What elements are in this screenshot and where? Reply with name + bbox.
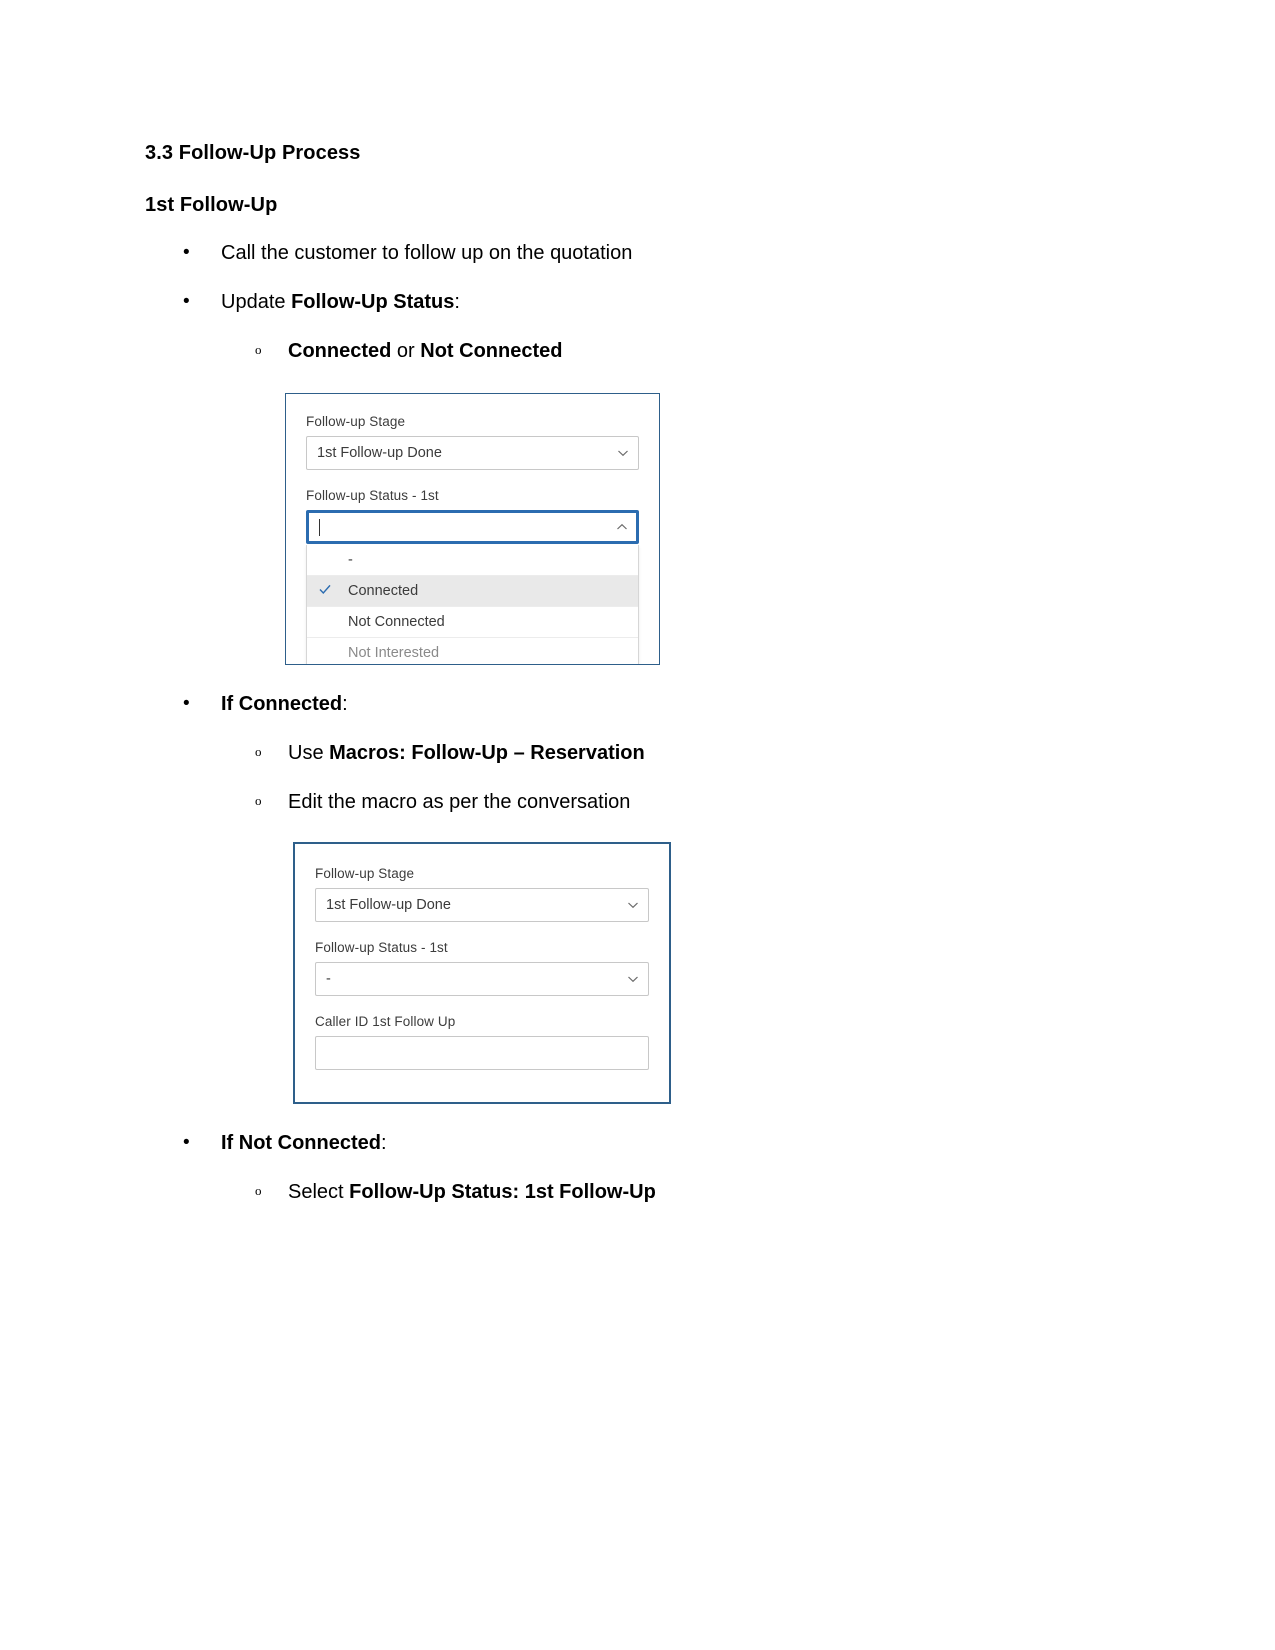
field-followup-status xyxy=(315,940,649,996)
followup-status-input[interactable] xyxy=(306,510,639,544)
text-bold: Follow-Up Status: 1st Follow-Up xyxy=(349,1181,656,1203)
text-suffix: : xyxy=(454,291,460,313)
sub-list-item xyxy=(255,740,1135,767)
sub-list-item-label xyxy=(288,740,1135,767)
sub-list-item xyxy=(255,1179,1135,1206)
page-title: 3.3 Follow-Up Process xyxy=(145,142,361,164)
text-suffix: : xyxy=(342,693,348,715)
document-content xyxy=(145,140,1135,1206)
followup-stage-label: Follow-up Stage xyxy=(315,866,415,881)
sub-list-item xyxy=(255,789,1135,816)
text-bold: Follow-Up Status xyxy=(291,291,455,313)
list-item-label: Call the customer to follow up on the quotation xyxy=(221,242,633,264)
text-bold: If Not Connected xyxy=(221,1132,381,1154)
list-item xyxy=(180,240,1135,267)
list-item xyxy=(180,691,1135,718)
option-label: Connected xyxy=(348,583,419,599)
chevron-down-icon xyxy=(627,899,639,911)
text-prefix: Use xyxy=(288,742,330,764)
bullet-circle-icon: o xyxy=(255,1183,262,1198)
sub-list-item-label xyxy=(288,338,1135,365)
bullet-disc-icon: • xyxy=(183,693,190,714)
option-label: Not Connected xyxy=(348,614,445,630)
list-item[interactable] xyxy=(307,607,638,638)
field-followup-stage xyxy=(315,866,649,922)
text-bold: Connected xyxy=(288,340,392,362)
followup-status-label: Follow-up Status - 1st xyxy=(315,940,448,955)
followup-status-dropdown-list[interactable] xyxy=(306,545,639,665)
bullet-circle-icon: o xyxy=(255,793,262,808)
figure2-body xyxy=(295,844,669,1070)
bullet-circle-icon: o xyxy=(255,342,262,357)
spacer xyxy=(145,166,1135,192)
sub-heading: 1st Follow-Up xyxy=(145,194,278,216)
text-mid: or xyxy=(391,340,421,362)
figure1-body xyxy=(286,394,659,665)
list-item-label xyxy=(221,691,1135,718)
text-prefix: Update xyxy=(221,291,292,313)
followup-stage-select[interactable] xyxy=(315,888,649,922)
chevron-up-icon[interactable] xyxy=(616,521,628,533)
figure-followup-status-dropdown xyxy=(285,393,660,665)
text-bold: Not Connected xyxy=(420,340,563,362)
field-caller-id xyxy=(315,1014,649,1070)
text-suffix: : xyxy=(381,1132,387,1154)
chevron-down-icon xyxy=(627,973,639,985)
sub-list-item-label: Edit the macro as per the conversation xyxy=(288,791,631,813)
sub-list-item-label xyxy=(288,1179,1135,1206)
followup-stage-label: Follow-up Stage xyxy=(306,414,406,429)
bullet-disc-icon: • xyxy=(183,1132,190,1153)
list-item[interactable] xyxy=(307,576,638,607)
list-item-label xyxy=(221,289,1135,316)
followup-status-select[interactable] xyxy=(315,962,649,996)
list-item[interactable] xyxy=(307,638,638,665)
bullet-circle-icon: o xyxy=(255,744,262,759)
followup-status-value: - xyxy=(326,971,331,987)
followup-status-label: Follow-up Status - 1st xyxy=(306,488,439,503)
list-item xyxy=(180,289,1135,316)
followup-stage-value: 1st Follow-up Done xyxy=(326,897,451,913)
text-bold: If Connected xyxy=(221,693,343,715)
caller-id-label: Caller ID 1st Follow Up xyxy=(315,1014,456,1029)
text-prefix: Select xyxy=(288,1181,350,1203)
figure-followup-form xyxy=(293,842,671,1104)
followup-stage-select[interactable] xyxy=(306,436,639,470)
list-item xyxy=(180,1130,1135,1157)
followup-stage-value: 1st Follow-up Done xyxy=(317,445,442,461)
text-bold: Macros: Follow-Up – Reservation xyxy=(329,742,645,764)
text-caret xyxy=(319,519,320,536)
sub-list-item xyxy=(255,338,1135,365)
option-label: Not Interested xyxy=(348,645,440,661)
check-icon xyxy=(315,582,348,600)
chevron-down-icon xyxy=(617,447,629,459)
bullet-disc-icon: • xyxy=(183,242,190,263)
caller-id-input[interactable] xyxy=(315,1036,649,1070)
bullet-disc-icon: • xyxy=(183,291,190,312)
list-item[interactable] xyxy=(307,545,638,576)
option-label: - xyxy=(348,552,353,568)
list-item-label xyxy=(221,1130,1135,1157)
